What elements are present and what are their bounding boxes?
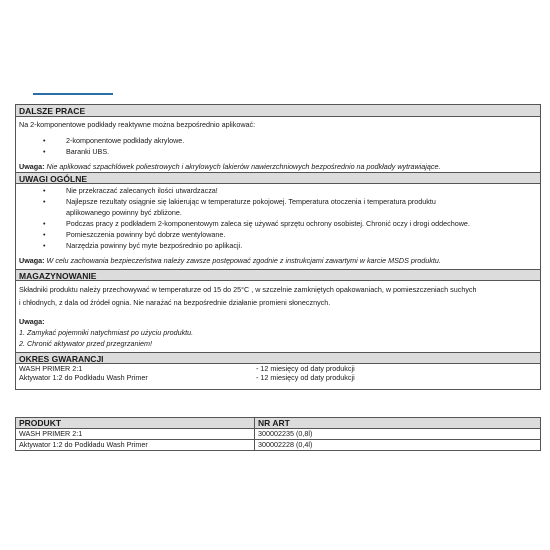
bullet-icon: • [43, 147, 46, 156]
magazynowanie-note-item: 1. Zamykać pojemniki natychmiast po użyciu produktu. [19, 328, 194, 337]
warranty-row [16, 364, 540, 373]
table-row [16, 429, 541, 440]
note-text: W celu zachowania bezpieczeństwa należy zawsze postępować zgodnie z instrukcjami zawartymi w karcie MSDS produktu. [44, 256, 441, 265]
list-item-text: Baranki UBS. [66, 147, 110, 156]
list-item-text: Nie przekraczać zalecanych ilości utwardzacza! [66, 186, 218, 195]
magazynowanie-note-item: 2. Chronić aktywator przed przegrzaniem! [19, 339, 153, 348]
warranty-period: - 12 miesięcy od daty produkcji [256, 373, 355, 382]
list-item [43, 196, 540, 218]
list-item [43, 135, 540, 146]
warranty-product: WASH PRIMER 2:1 [19, 364, 83, 373]
list-item-text: 2-komponentowe podkłady akrylowe. [66, 136, 185, 145]
bullet-icon: • [43, 241, 46, 250]
uwagi-list [16, 185, 540, 251]
section-header-dalsze-prace: DALSZE PRACE [16, 105, 540, 117]
bullet-icon: • [43, 230, 46, 239]
list-item [43, 218, 540, 229]
info-box [15, 104, 541, 390]
list-item [43, 185, 540, 196]
warranty-row [16, 373, 540, 382]
dalsze-prace-intro: Na 2-komponentowe podkłady reaktywne można bezpośrednio aplikować: [19, 120, 256, 129]
table-cell-product: Aktywator 1:2 do Podkładu Wash Primer [16, 440, 255, 451]
uwagi-note [16, 255, 540, 266]
table-header-row [16, 418, 541, 429]
section-header-uwagi-ogolne: UWAGI OGÓLNE [16, 172, 540, 184]
list-item-text: Pomieszczenia powinny być dobrze wentylowane. [66, 230, 226, 239]
table-cell-product: WASH PRIMER 2:1 [16, 429, 255, 440]
note-text: Nie aplikować szpachlówek poliestrowych i akrylowych lakierów nawierzchniowych bezpośrednio na podkłady wytrawiające. [44, 162, 441, 171]
accent-line [33, 93, 113, 95]
list-item-text: Narzędzia powinny być myte bezpośrednio po aplikacji. [66, 241, 243, 250]
list-item [43, 229, 540, 240]
dalsze-prace-note [16, 161, 540, 172]
bullet-icon: • [43, 136, 46, 145]
column-header-produkt: PRODUKT [16, 418, 255, 429]
list-item-text: Najlepsze rezultaty osiągnie się lakierując w temperaturze pokojowej. Temperatura otoczenia i temperatura produktu [66, 197, 436, 206]
list-item [43, 146, 540, 157]
section-header-magazynowanie: MAGAZYNOWANIE [16, 269, 540, 281]
bullet-icon: • [43, 197, 46, 206]
bullet-icon: • [43, 219, 46, 228]
table-row [16, 440, 541, 451]
note-label: Uwaga: [19, 162, 45, 171]
magazynowanie-text-line2: i chłodnych, z dala od źródeł ognia. Nie narażać na bezpośrednie działanie promieni słonecznych. [19, 298, 331, 307]
table-cell-art-number: 300002235 (0,8l) [255, 429, 541, 440]
warranty-period: - 12 miesięcy od daty produkcji [256, 364, 355, 373]
list-item [43, 240, 540, 251]
column-header-nr-art: NR ART [255, 418, 541, 429]
section-header-okres-gwarancji: OKRES GWARANCJI [16, 352, 540, 364]
magazynowanie-text-line1: Składniki produktu należy przechowywać w temperaturze od 15 do 25°C , w szczelnie zamkniętych opakowaniach, w pomieszczeniach suchych [19, 285, 477, 294]
list-item-text: aplikowanego powinny być zbliżone. [66, 208, 182, 217]
warranty-product: Aktywator 1:2 do Podkładu Wash Primer [19, 373, 148, 382]
list-item-text: Podczas pracy z podkładem 2-komponentowym zaleca się używać sprzętu ochrony osobistej. Chronić oczy i drogi oddechowe. [66, 219, 470, 228]
magazynowanie-note-label: Uwaga: [19, 317, 45, 326]
bullet-icon: • [43, 186, 46, 195]
product-table [15, 417, 541, 451]
note-label: Uwaga: [19, 256, 45, 265]
table-cell-art-number: 300002228 (0,4l) [255, 440, 541, 451]
